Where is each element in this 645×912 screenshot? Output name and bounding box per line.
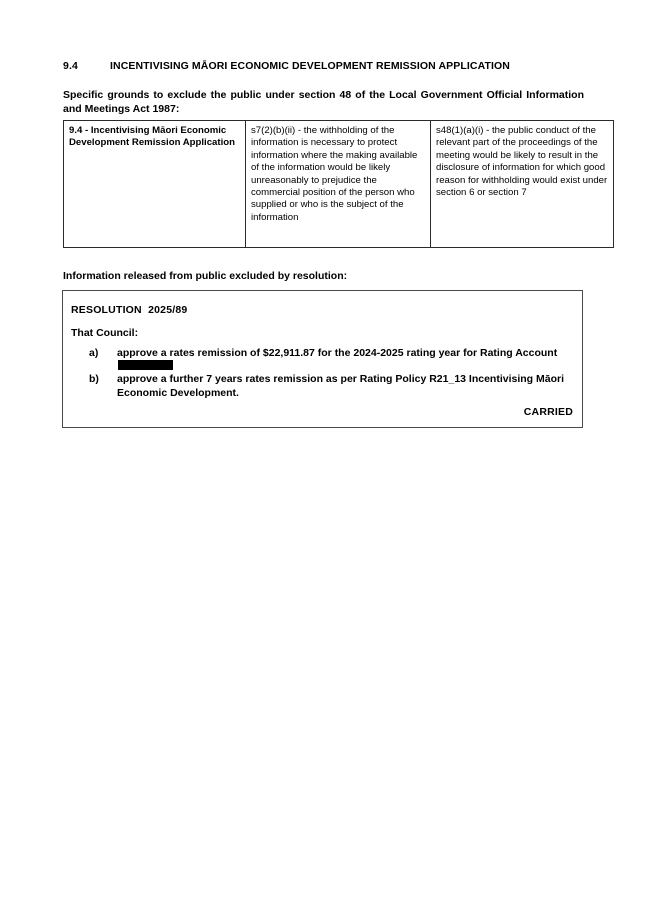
agenda-item-heading <box>63 60 583 73</box>
grounds-cell-section48: s48(1)(a)(i) - the public conduct of the relevant part of the proceedings of the meeting would be likely to result in the disclosure of information for which good reason for withholding would exist under section 6 or section 7 <box>431 121 614 248</box>
exclusion-grounds-intro: Specific grounds to exclude the public under section 48 of the Local Government Official Information and Meetings Act 1987: <box>63 89 584 115</box>
grounds-cell-section7: s7(2)(b)(ii) - the withholding of the information is necessary to protect information where the making available of the information would be likely unreasonably to prejudice the commercial position of the person who supplied or who is the subject of the information <box>246 121 431 248</box>
resolution-outcome: CARRIED <box>523 406 573 418</box>
grounds-table <box>63 120 614 248</box>
list-item-text: approve a rates remission of $22,911.87 for the 2024-2025 rating year for Rating Account <box>117 347 558 359</box>
table-row <box>64 121 614 248</box>
agenda-item-title: INCENTIVISING MĀORI ECONOMIC DEVELOPMENT REMISSION APPLICATION <box>110 60 510 72</box>
grounds-cell-subject: 9.4 - Incentivising Māori Economic Development Remission Application <box>64 121 246 248</box>
list-item-text: approve a further 7 years rates remission as per Rating Policy R21_13 Incentivising Māori Economic Development. <box>117 373 565 399</box>
resolution-title: RESOLUTION 2025/89 <box>71 304 188 316</box>
list-item <box>71 347 571 373</box>
list-item-marker: b) <box>89 373 99 386</box>
resolution-subtitle: That Council: <box>71 327 139 339</box>
list-item-marker: a) <box>89 347 99 359</box>
redaction-bar <box>118 360 173 370</box>
released-by-resolution-label: Information released from public excluded by resolution: <box>63 270 348 282</box>
resolution-box <box>62 290 583 428</box>
agenda-item-number: 9.4 <box>63 60 78 72</box>
resolution-item-list <box>71 347 571 400</box>
list-item <box>71 373 571 399</box>
